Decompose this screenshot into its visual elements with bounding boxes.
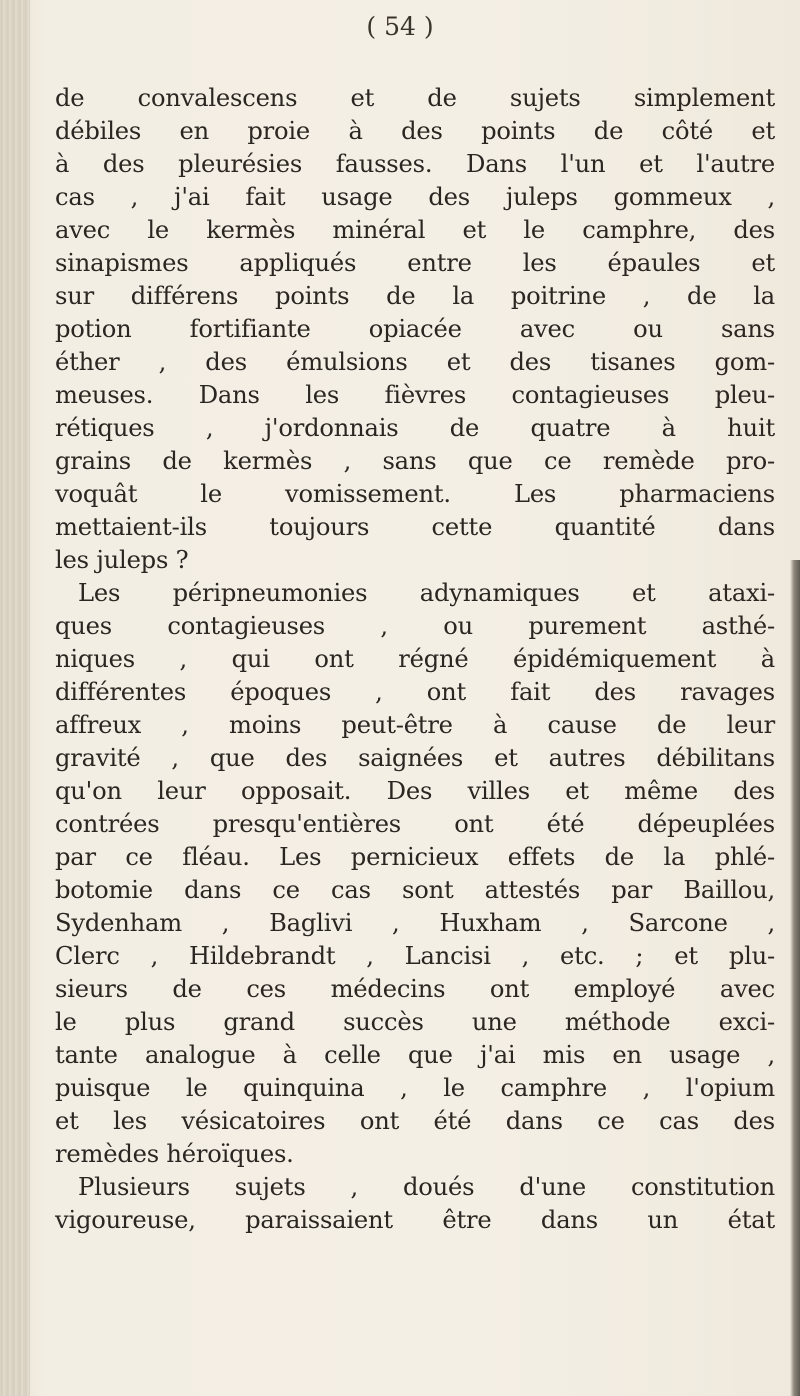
text-line: de convalescens et de sujets simplement <box>55 84 775 112</box>
page-edge-shadow <box>790 560 800 1396</box>
text-line: Plusieurs sujets , doués d'une constitution <box>78 1173 775 1201</box>
text-line: meuses. Dans les fièvres contagieuses pleu- <box>55 381 775 409</box>
text-line: sinapismes appliqués entre les épaules et <box>55 249 775 277</box>
text-line: sieurs de ces médecins ont employé avec <box>55 975 775 1003</box>
text-line: débiles en proie à des points de côté et <box>55 117 775 145</box>
text-line: et les vésicatoires ont été dans ce cas des <box>55 1107 775 1135</box>
body-text <box>55 82 775 1237</box>
text-line: le plus grand succès une méthode exci- <box>55 1008 775 1036</box>
text-line: qu'on leur opposait. Des villes et même des <box>55 777 775 805</box>
text-line: gravité , que des saignées et autres débilitans <box>55 744 775 772</box>
text-line: Sydenham , Baglivi , Huxham , Sarcone , <box>55 909 775 937</box>
text-line: Clerc , Hildebrandt , Lancisi , etc. ; et plu- <box>55 942 775 970</box>
text-line: affreux , moins peut-être à cause de leur <box>55 711 775 739</box>
text-line: niques , qui ont régné épidémiquement à <box>55 645 775 673</box>
text-line: contrées presqu'entières ont été dépeuplées <box>55 810 775 838</box>
text-line: les juleps ? <box>55 546 189 574</box>
text-line: potion fortifiante opiacée avec ou sans <box>55 315 775 343</box>
text-line: grains de kermès , sans que ce remède pro- <box>55 447 775 475</box>
text-line: à des pleurésies fausses. Dans l'un et l'autre <box>55 150 775 178</box>
text-line: sur différens points de la poitrine , de la <box>55 282 775 310</box>
text-line: mettaient-ils toujours cette quantité dans <box>55 513 775 541</box>
text-line: remèdes héroïques. <box>55 1140 294 1168</box>
text-line: cas , j'ai fait usage des juleps gommeux , <box>55 183 775 211</box>
binding-gutter <box>0 0 30 1396</box>
page-number: ( 54 ) <box>366 12 434 41</box>
text-line: ques contagieuses , ou purement asthé- <box>55 612 775 640</box>
text-line: avec le kermès minéral et le camphre, des <box>55 216 775 244</box>
text-line: par ce fléau. Les pernicieux effets de la phlé- <box>55 843 775 871</box>
text-line: rétiques , j'ordonnais de quatre à huit <box>55 414 775 442</box>
text-line: voquât le vomissement. Les pharmaciens <box>55 480 775 508</box>
text-line: tante analogue à celle que j'ai mis en usage , <box>55 1041 775 1069</box>
text-line: éther , des émulsions et des tisanes gom- <box>55 348 775 376</box>
text-line: différentes époques , ont fait des ravages <box>55 678 775 706</box>
text-line: Les péripneumonies adynamiques et ataxi- <box>78 579 775 607</box>
text-line: botomie dans ce cas sont attestés par Baillou, <box>55 876 775 904</box>
text-line: puisque le quinquina , le camphre , l'opium <box>55 1074 775 1102</box>
text-line: vigoureuse, paraissaient être dans un état <box>55 1206 775 1234</box>
